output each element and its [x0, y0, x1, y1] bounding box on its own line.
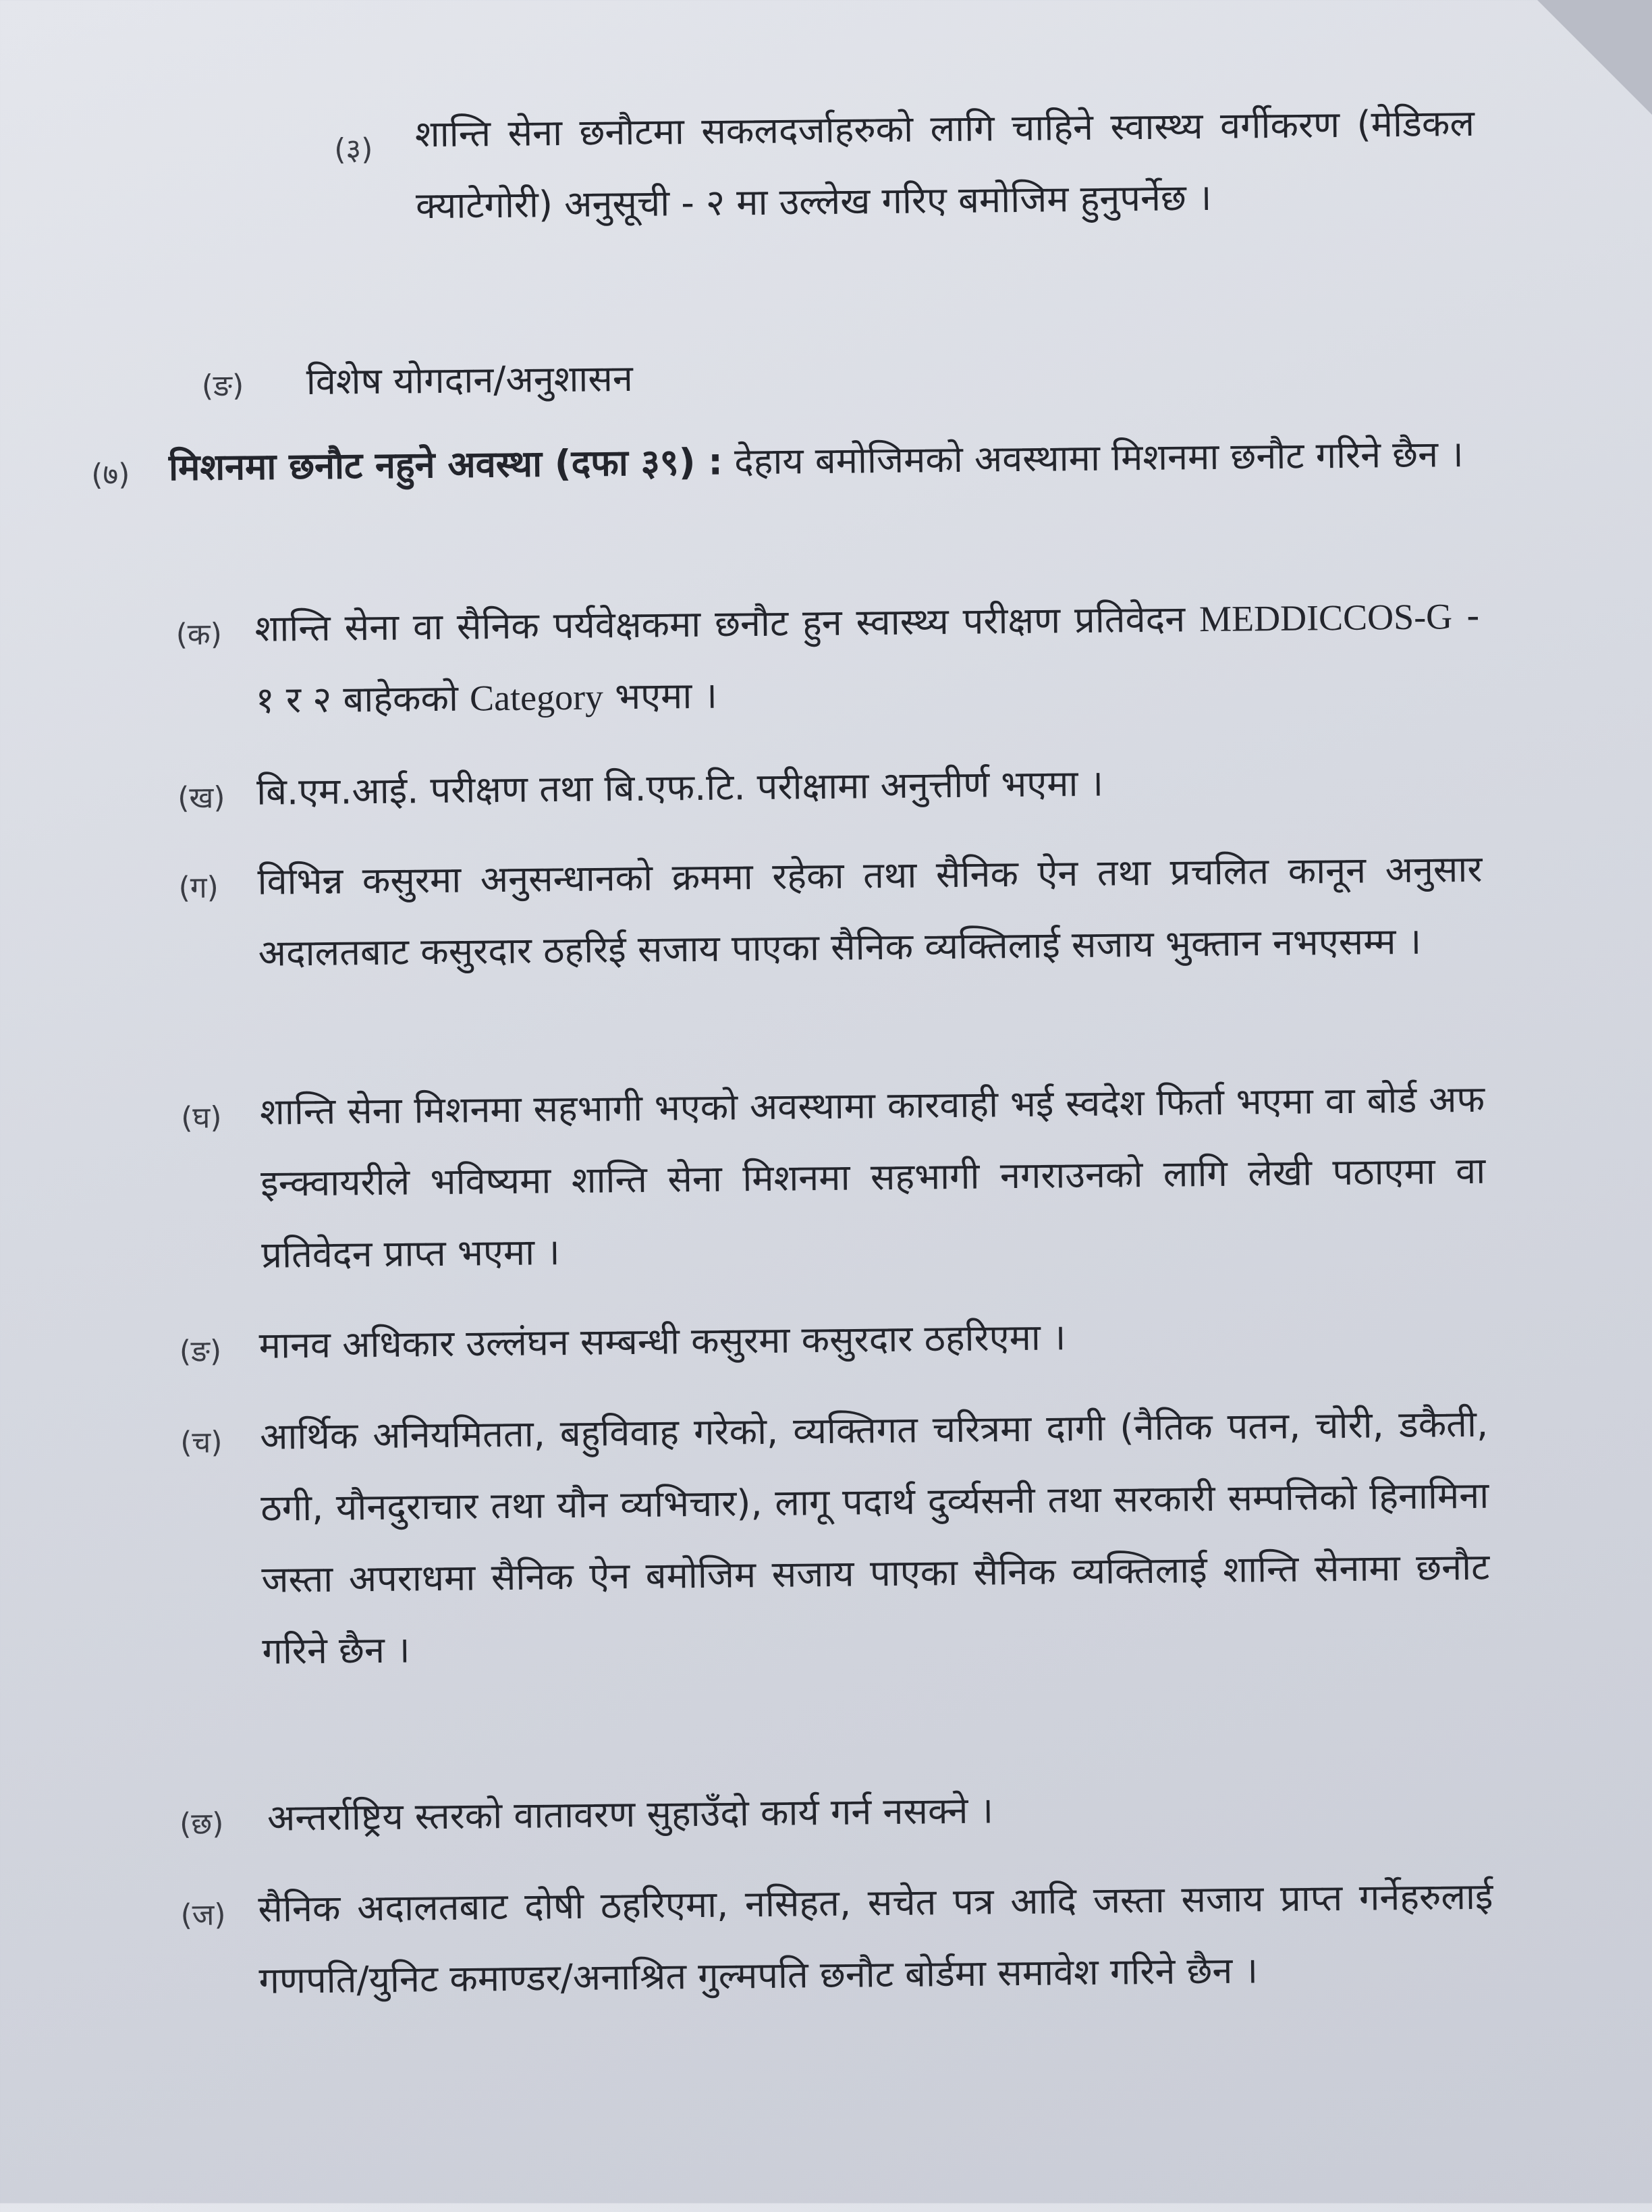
- section-heading: मिशनमा छनौट नहुने अवस्था (दफा ३९) :: [168, 440, 723, 489]
- medical-code: MEDDICCOS-G: [1199, 596, 1453, 640]
- text-part: शान्ति सेना वा सैनिक पर्यवेक्षकमा छनौट हुन स्वास्थ्य परीक्षण प्रतिवेदन: [254, 597, 1200, 650]
- item-label: (ख): [177, 780, 225, 816]
- paragraph-cha: आर्थिक अनियमितता, बहुविवाह गरेको, व्यक्तिगत चरित्रमा दागी (नैतिक पतन, चोरी, डकैती, ठगी, यौनदुराचार तथा यौन व्यभिचार), लागू पदार्थ दुर्व्यसनी तथा सरकारी सम्पत्तिको हिनामिना जस्ता अपराधमा सैनिक ऐन बमोजिम सजाय पाएका सैनिक व्यक्तिलाई शान्ति सेनामा छनौट गरिने छैन ।: [259, 1402, 1490, 1673]
- page-corner-shadow: [1537, 0, 1652, 115]
- paragraph-chha: अन्तर्राष्ट्रिय स्तरको वातावरण सुहाउँदो कार्य गर्न नसक्ने ।: [267, 1789, 994, 1839]
- item-label: (च): [180, 1425, 223, 1461]
- item-label: (ङ): [179, 1334, 222, 1370]
- item-label: (ङ): [201, 368, 244, 404]
- paragraph-nga: मानव अधिकार उल्लंघन सम्बन्धी कसुरमा कसुरदार ठहरिएमा ।: [258, 1316, 1066, 1367]
- text-part: - १ र २ बाहेकको: [255, 594, 1480, 722]
- category-word: Category: [469, 676, 604, 719]
- paragraph-section-7: [169, 419, 1479, 504]
- item-label: (छ): [179, 1806, 224, 1842]
- paragraph-kha: बि.एम.आई. परीक्षण तथा बि.एफ.टि. परीक्षामा अनुत्तीर्ण भएमा ।: [256, 761, 1104, 813]
- section-text: देहाय बमोजिमको अवस्थामा मिशनमा छनौट गरिने छैन ।: [722, 433, 1464, 483]
- paragraph-ka: [254, 581, 1481, 736]
- paragraph-nga-top: विशेष योगदान/अनुशासन: [306, 356, 634, 404]
- item-label: (ज): [180, 1897, 226, 1933]
- item-label: (क): [175, 617, 223, 653]
- item-label: (ग): [178, 870, 219, 906]
- paragraph-sub3: शान्ति सेना छनौटमा सकलदर्जाहरुको लागि चाहिने स्वास्थ्य वर्गीकरण (मेडिकल क्याटेगोरी) अनुसूची - २ मा उल्लेख गरिए बमोजिम हुनुपर्नेछ ।: [414, 101, 1475, 227]
- text-part: भएमा ।: [603, 674, 718, 718]
- item-label: (घ): [180, 1100, 222, 1136]
- item-label: (३): [333, 132, 373, 167]
- paragraph-ga: विभिन्न कसुरमा अनुसन्धानको क्रममा रहेका तथा सैनिक ऐन तथा प्रचलित कानून अनुसार अदालतबाट कसुरदार ठहरिई सजाय पाएका सैनिक व्यक्तिलाई सजाय भुक्तान नभएसम्म ।: [257, 847, 1483, 975]
- section-number: (७): [90, 457, 130, 493]
- paragraph-gha: शान्ति सेना मिशनमा सहभागी भएको अवस्थामा कारवाही भई स्वदेश फिर्ता भएमा वा बोर्ड अफ इन्क्वायरीले भविष्यमा शान्ति सेना मिशनमा सहभागी नगराउनको लागि लेखी पठाएमा वा प्रतिवेदन प्राप्त भएमा ।: [259, 1077, 1486, 1276]
- paragraph-ja: सैनिक अदालतबाट दोषी ठहरिएमा, नसिहत, सचेत पत्र आदि जस्ता सजाय प्राप्त गर्नेहरुलाई गणपति/युनिट कमाण्डर/अनाश्रित गुल्मपति छनौट बोर्डमा समावेश गरिने छैन ।: [258, 1874, 1493, 2002]
